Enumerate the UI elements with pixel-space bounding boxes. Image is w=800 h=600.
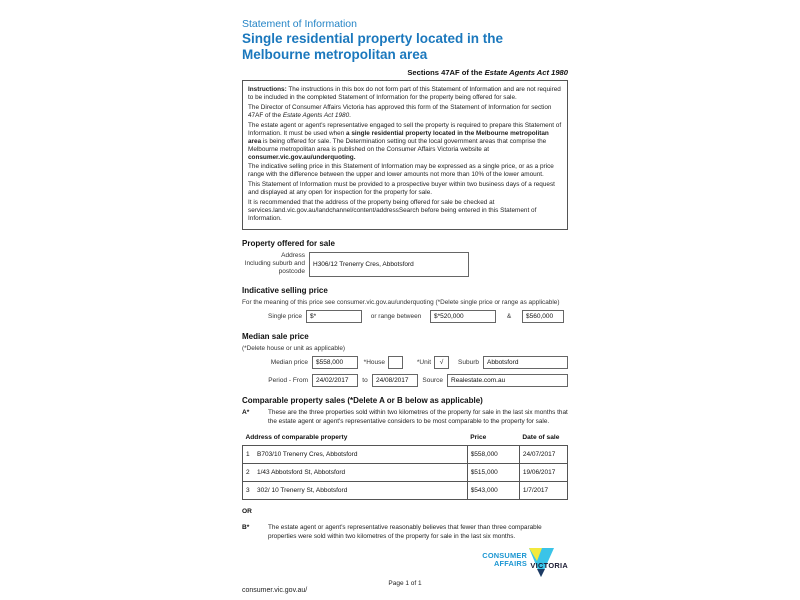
option-b-text: The estate agent or agent's representative reasonably believes that fewer than three comparable properties were sold within two kilometres of the property for sale in the last six months. — [268, 524, 542, 540]
source-field[interactable]: Realestate.com.au — [447, 374, 568, 387]
or-label: OR — [242, 508, 252, 516]
document-eyebrow: Statement of Information — [242, 18, 357, 30]
comparable-address: B703/10 Trenerry Cres, Abbotsford — [257, 451, 358, 459]
row-number: 3 — [246, 487, 250, 495]
single-price-label: Single price — [268, 312, 302, 320]
comparable-address: 302/ 10 Trenerry St, Abbotsford — [257, 487, 348, 495]
range-low-field[interactable]: $*520,000 — [430, 310, 496, 323]
option-a-text: These are the three properties sold within two kilometres of the property for sale in the last six months that the estate agent or agent's representative considers to be most comparable to the property for sale. — [268, 409, 568, 425]
page-number: Page 1 of 1 — [388, 579, 422, 587]
address-label: Address Including suburb and postcode — [244, 252, 305, 275]
indicative-price-row — [242, 310, 568, 323]
comparable-date: 19/06/2017 — [519, 464, 567, 482]
victoria-wordmark: VICTORIA — [530, 560, 568, 570]
median-sale-price-heading: Median sale price — [242, 332, 309, 342]
instructions-paragraph-1: Instructions: The instructions in this box do not form part of this Statement of Information and are not required to be included in the completed Statement of Information for the property being offered for sale. — [248, 86, 561, 101]
median-price-label: Median price — [270, 358, 308, 366]
property-offered-heading: Property offered for sale — [242, 239, 335, 249]
page-title: Single residential property located in the Melbourne metropolitan area — [242, 31, 504, 62]
section-reference: Sections 47AF of the Estate Agents Act 1980 — [407, 68, 568, 78]
unit-checkbox[interactable]: √ — [434, 356, 449, 369]
statement-of-information-page — [242, 0, 568, 594]
option-b-row — [242, 524, 568, 541]
house-label: *House — [363, 359, 385, 367]
instructions-paragraph-4: The indicative selling price in this Statement of Information may be expressed as a single price, or as a price range with the difference between the upper and lower amounts not more than 10% of the lower amount. — [248, 163, 554, 179]
instructions-paragraph-2: The Director of Consumer Affairs Victoria has approved this form of the Statement of Information for section 47AF of the Estate Agents Act 1980. — [248, 103, 552, 119]
median-note: (*Delete house or unit as applicable) — [242, 345, 346, 353]
range-high-field[interactable]: $560,000 — [522, 310, 564, 323]
single-price-field[interactable]: $* — [306, 310, 362, 323]
page-footer — [242, 579, 568, 594]
instructions-paragraph-5: This Statement of Information must be provided to a prospective buyer within two business days of a request and displayed at any open for inspection for the property for sale. — [248, 181, 555, 197]
comparable-sales-table — [242, 432, 568, 500]
comparable-date: 1/7/2017 — [519, 482, 567, 500]
option-a-row — [242, 409, 568, 426]
comparable-price: $515,000 — [467, 464, 519, 482]
option-a-label: A* — [242, 409, 250, 417]
suburb-field[interactable]: Abbotsford — [483, 356, 568, 369]
suburb-label: Suburb — [458, 359, 479, 367]
median-period-row — [242, 374, 568, 387]
comparable-price: $543,000 — [467, 482, 519, 500]
column-header-price: Price — [467, 432, 519, 446]
option-b-label: B* — [242, 524, 250, 532]
consumer-affairs-wordmark: CONSUMER AFFAIRS — [482, 550, 527, 568]
instructions-paragraph-6: It is recommended that the address of the property being offered for sale be checked at services.land.vic.gov.au/landchannel/content/addressSearch before being entered in this Statement of Information. — [248, 199, 537, 223]
row-number: 2 — [246, 469, 250, 477]
range-between-label: or range between — [370, 313, 422, 321]
instructions-box — [242, 80, 568, 230]
column-header-date: Date of sale — [519, 432, 567, 446]
ampersand-label: & — [506, 313, 512, 321]
address-field-row — [242, 252, 568, 277]
period-from-label: Period - From — [268, 376, 308, 384]
table-header-row — [243, 432, 568, 446]
to-label: to — [362, 377, 368, 385]
instructions-paragraph-3: The estate agent or agent's representative engaged to sell the property is required to prepare this Statement of Information. It must be used when a single residential property located in the Melbourne metropolitan area is being offered for sale. The Determination setting out the local government areas that comprise the Melbourne metropolitan area is published on the Consumer Affairs Victoria website at consumer.vic.gov.au/underquoting. — [248, 121, 562, 161]
address-field[interactable]: H306/12 Trenerry Cres, Abbotsford — [309, 252, 469, 277]
period-to-field[interactable]: 24/08/2017 — [372, 374, 418, 387]
source-label: Source — [422, 377, 443, 385]
comparable-date: 24/07/2017 — [519, 446, 567, 464]
period-from-field[interactable]: 24/02/2017 — [312, 374, 358, 387]
house-checkbox[interactable] — [388, 356, 403, 369]
footer-url: consumer.vic.gov.au/ — [242, 586, 308, 594]
median-price-row — [242, 356, 568, 369]
column-header-address: Address of comparable property — [243, 432, 468, 446]
table-row — [243, 446, 568, 464]
row-number: 1 — [246, 451, 250, 459]
table-row — [243, 464, 568, 482]
comparable-address: 1/43 Abbotsford St, Abbotsford — [257, 469, 346, 477]
median-price-field[interactable]: $558,000 — [312, 356, 358, 369]
comparable-sales-heading: Comparable property sales (*Delete A or B below as applicable) — [242, 396, 483, 406]
table-row — [243, 482, 568, 500]
indicative-price-note: For the meaning of this price see consumer.vic.gov.au/underquoting (*Delete single price or range as applicable) — [242, 299, 560, 307]
unit-label: *Unit — [416, 359, 431, 367]
comparable-price: $558,000 — [467, 446, 519, 464]
indicative-price-heading: Indicative selling price — [242, 286, 328, 296]
